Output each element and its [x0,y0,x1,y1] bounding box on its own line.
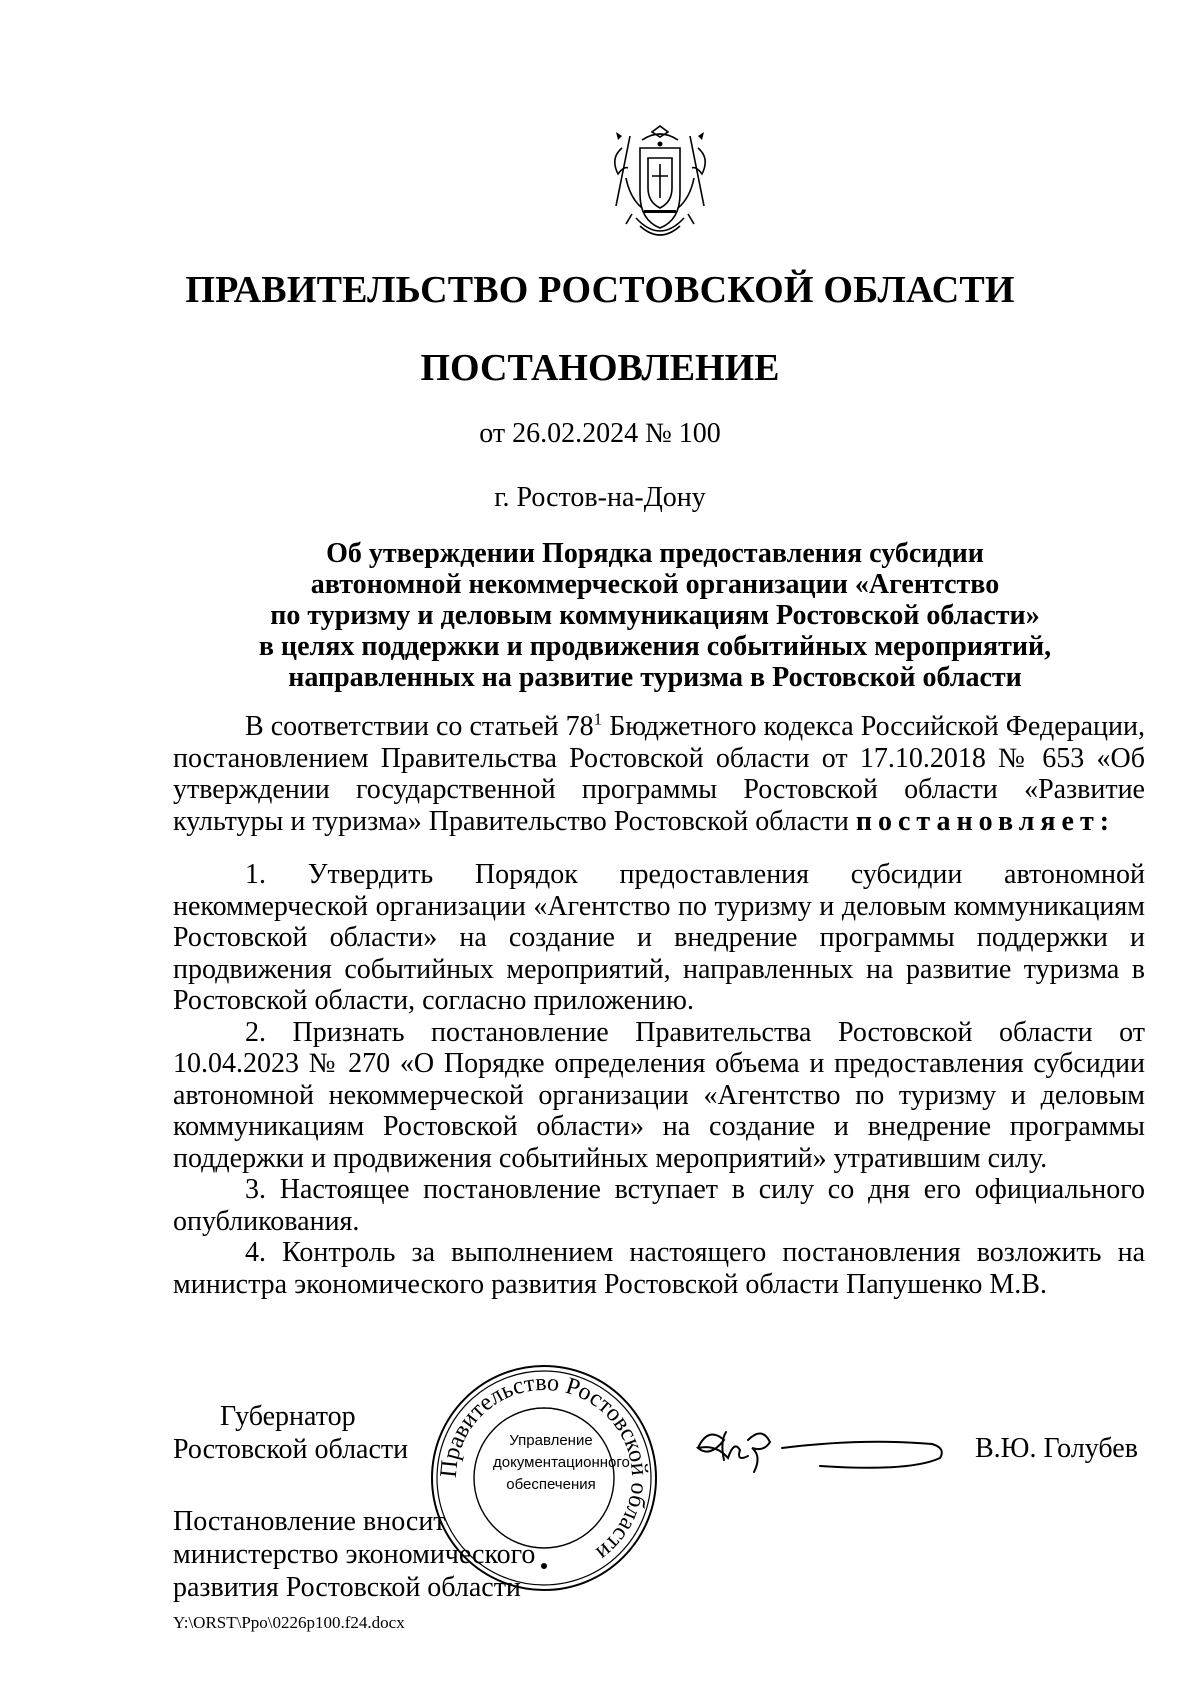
signatory-name: В.Ю. Голубев [975,1433,1138,1464]
seal-inner-line: Управление [509,1432,593,1449]
document-body [173,711,1145,1300]
document-type: ПОСТАНОВЛЕНИЕ [420,347,780,389]
article-superscript: 1 [593,709,603,729]
seal-ring-text: Правительство Ростовской области [435,1369,653,1566]
document-city: г. Ростов-на-Дону [494,482,706,513]
submitter-line: министерство экономического [173,1539,536,1570]
subject-line: направленных на развитие туризма в Ростовской области [288,662,1022,693]
preamble-text-continued: Бюджетного кодекса Российской Федерации, постановлением Правительства Ростовской области от 17.10.2018 № 653 «Об утверждении государственной программы Ростовской области «Развитие культуры и туризма» Правительство Ростовской области [173,711,1145,837]
file-path: Y:\ORST\Ppo\0226p100.f24.docx [173,1613,405,1632]
decree-word: постановляет: [855,805,1116,837]
coat-of-arms-icon [600,118,720,248]
item-paragraph: 4. Контроль за выполнением настоящего постановления возложить на министра экономического развития Ростовской области Папушенко М.В. [173,1237,1145,1300]
preamble-text: В соответствии со статьей 78 [245,711,594,742]
signatory-position [173,1400,408,1466]
seal-inner-line: документационного [493,1454,630,1471]
subject-line: по туризму и деловым коммуникациям Ростовской области» [270,600,1040,631]
seal-inner-line: обеспечения [506,1476,596,1493]
item-paragraph: 3. Настоящее постановление вступает в силу со дня его официального опубликования. [173,1174,1145,1237]
position-line: Ростовской области [173,1434,409,1465]
subject-line: автономной некоммерческой организации «Агентство [310,569,1000,600]
position-line: Губернатор [220,1401,356,1432]
organization-title: ПРАВИТЕЛЬСТВО РОСТОВСКОЙ ОБЛАСТИ [185,269,1015,311]
subject-line: в целях поддержки и продвижения событийных мероприятий, [258,631,1052,662]
submitter-line: Постановление вносит [173,1506,446,1537]
preamble-paragraph [173,711,1145,837]
seal-inner-text [493,1430,630,1496]
submitter-line: развития Ростовской области [173,1572,521,1603]
item-paragraph: 2. Признать постановление Правительства Ростовской области от 10.04.2023 № 270 «О Порядке определения объема и предоставления субсидии автономной некоммерческой организации «Агентство по туризму и деловым коммуникациям Ростовской области» на создание и внедрение программы поддержки и продвижения событийных мероприятий» утратившим силу. [173,1016,1145,1174]
subject-line: Об утверждении Порядка предоставления субсидии [326,538,984,569]
submitter-note [173,1505,535,1604]
handwritten-signature-icon [690,1418,950,1488]
document-date-number: от 26.02.2024 № 100 [479,418,721,449]
document-subject [160,538,1150,693]
item-paragraph: 1. Утвердить Порядок предоставления субсидии автономной некоммерческой организации «Агентство по туризму и деловым коммуникациям Ростовской области» на создание и внедрение программы поддержки и продвижения событийных мероприятий, направленных на развитие туризма в Ростовской области, согласно приложению. [173,859,1145,1016]
